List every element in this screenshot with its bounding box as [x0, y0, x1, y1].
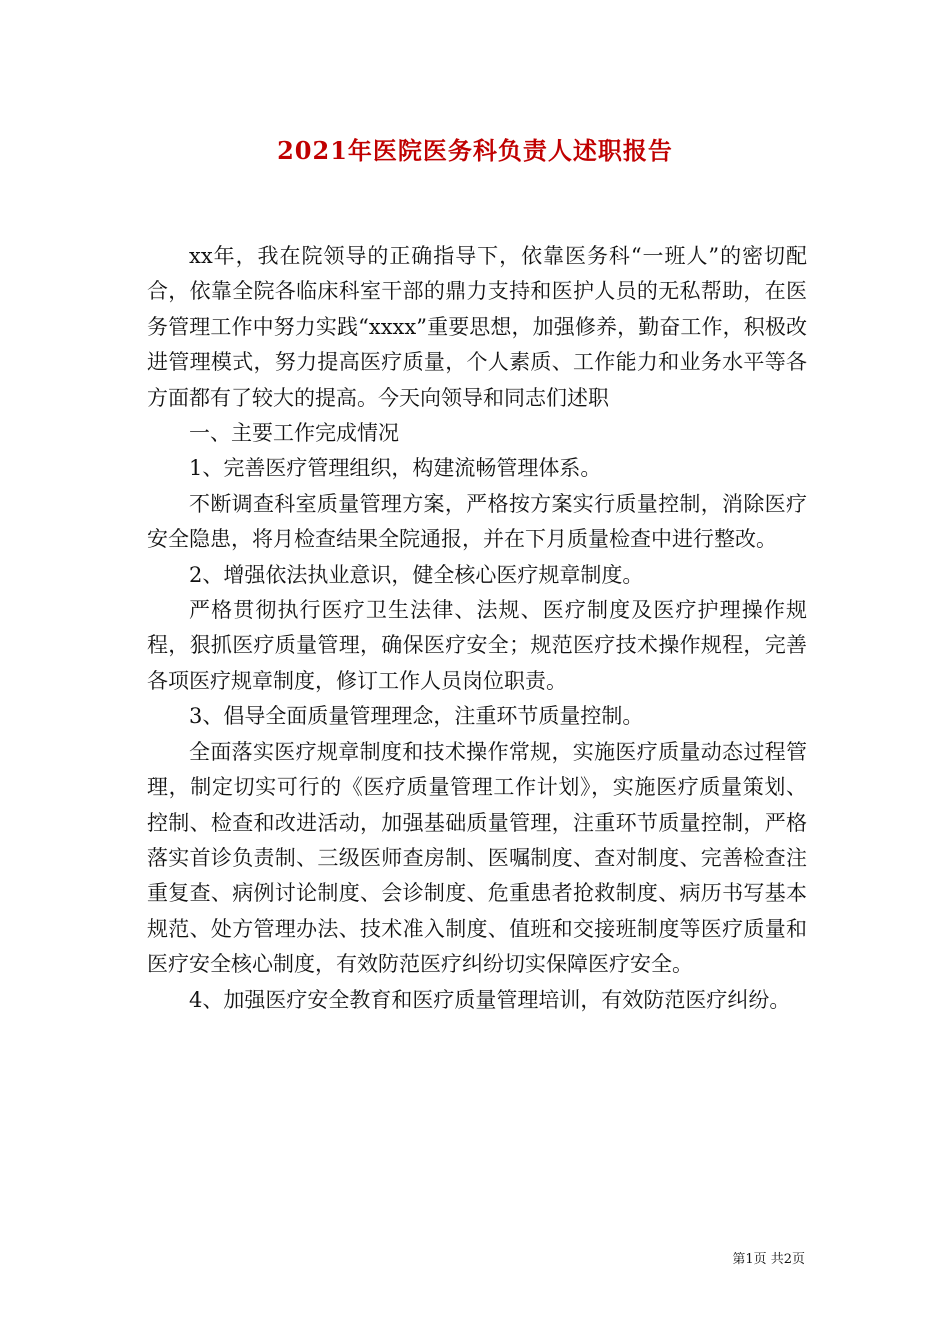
item-heading-1: 1、完善医疗管理组织，构建流畅管理体系。	[189, 456, 602, 481]
item-heading-2: 2、增强依法执业意识，健全核心医疗规章制度。	[189, 562, 644, 587]
paragraph-item-2: 严格贯彻执行医疗卫生法律、法规、医疗制度及医疗护理操作规程，狠抓医疗质量管理，确保医疗安全；规范医疗技术操作规程，完善各项医疗规章制度，修订工作人员岗位职责。	[147, 598, 807, 693]
section-heading-main-work: 一、主要工作完成情况	[189, 421, 399, 446]
paragraph-item-1: 不断调查科室质量管理方案，严格按方案实行质量控制，消除医疗安全隐患，将月检查结果全院通报，并在下月质量检查中进行整改。	[147, 491, 807, 552]
document-body	[147, 239, 807, 1018]
page-number: 第1页 共2页	[732, 1252, 805, 1267]
item-heading-3: 3、倡导全面质量管理理念，注重环节质量控制。	[189, 704, 644, 729]
item-heading-4: 4、加强医疗安全教育和医疗质量管理培训，有效防范医疗纠纷。	[189, 987, 791, 1012]
document-title: 2021年医院医务科负责人述职报告	[277, 136, 673, 165]
paragraph-item-3: 全面落实医疗规章制度和技术操作常规，实施医疗质量动态过程管理，制定切实可行的《医疗质量管理工作计划》，实施医疗质量策划、控制、检查和改进活动，加强基础质量管理，注重环节质量控制，严格落实首诊负责制、三级医师查房制、医嘱制度、查对制度、完善检查注重复查、病例讨论制度、会诊制度、危重患者抢救制度、病历书写基本规范、处方管理办法、技术准入制度、值班和交接班制度等医疗质量和医疗安全核心制度，有效防范医疗纠纷切实保障医疗安全。	[147, 739, 807, 977]
paragraph-intro: xx年，我在院领导的正确指导下，依靠医务科“一班人”的密切配合，依靠全院各临床科室干部的鼎力支持和医护人员的无私帮助，在医务管理工作中努力实践“xxxx”重要思想，加强修养，勤奋工作，积极改进管理模式，努力提高医疗质量，个人素质、工作能力和业务水平等各方面都有了较大的提高。今天向领导和同志们述职	[147, 244, 807, 410]
